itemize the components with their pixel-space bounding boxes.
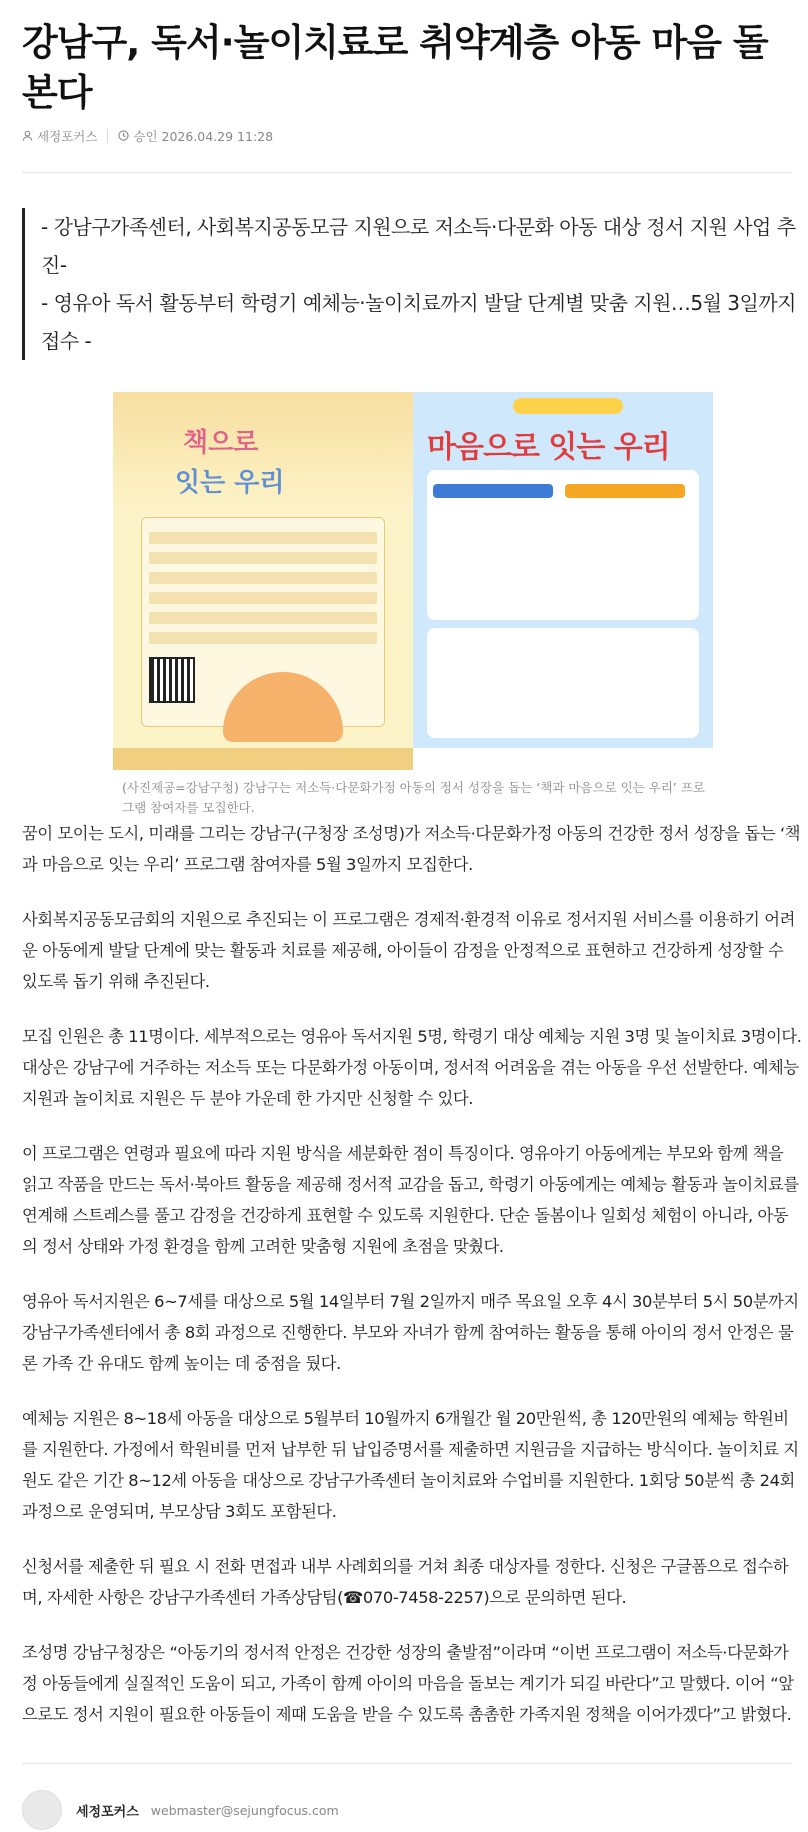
summary-line: - 영유아 독서 활동부터 학령기 예체능·놀이치료까지 발달 단계별 맞춤 지원…5월 3일까지 접수 -: [41, 291, 796, 353]
poster-footer: [113, 748, 413, 770]
poster-info-row: [149, 532, 377, 544]
poster-book-program: [113, 392, 413, 770]
poster-column-header: [433, 484, 553, 498]
clock-icon: [118, 129, 129, 144]
poster-info-row: [149, 632, 377, 644]
byline[interactable]: 세정포커스: [37, 129, 98, 144]
body-paragraph: 신청서를 제출한 뒤 필요 시 전화 면접과 내부 사례회의를 거쳐 최종 대상자를 정한다. 신청은 구글폼으로 접수하며, 자세한 사항은 강남구가족센터 가족상담팀(☎070-7458-2257)으로 문의하면 된다.: [22, 1557, 789, 1607]
footer-divider: [22, 1763, 792, 1764]
body-paragraph: 모집 인원은 총 11명이다. 세부적으로는 영유아 독서지원 5명, 학령기 대상 예체능 지원 3명 및 놀이치료 3명이다. 대상은 강남구에 거주하는 저소득 또는 다문화가정 아동이며, 정서적 어려움을 겪는 아동을 우선 선발한다. 예체능 지원과 놀이치료 지원은 두 분야 가운데 한 가지만 신청할 수 있다.: [22, 1027, 802, 1108]
article-body: [22, 818, 802, 1754]
article-title: 강남구, 독서·놀이치료로 취약계층 아동 마음 돌본다: [22, 21, 768, 114]
poster-info-row: [149, 572, 377, 584]
meta-divider: [107, 129, 108, 143]
poster-mind-program: [413, 392, 713, 770]
author-email[interactable]: webmaster@sejungfocus.com: [150, 1802, 339, 1818]
summary-line: - 강남구가족센터, 사회복지공동모금 지원으로 저소득·다문화 아동 대상 정서 지원 사업 추진-: [41, 215, 796, 277]
poster-left-title: 책으로: [183, 428, 259, 458]
header-divider: [22, 172, 792, 173]
poster-right-title: 마음으로 잇는 우리: [427, 430, 670, 465]
body-paragraph: 영유아 독서지원은 6~7세를 대상으로 5월 14일부터 7월 2일까지 매주 목요일 오후 4시 30분부터 5시 50분까지 강남구가족센터에서 총 8회 과정으로 진행한다. 부모와 자녀가 함께 참여하는 활동을 통해 아이의 정서 안정은 물론 가족 간 유대도 함께 높이는 데 중점을 뒀다.: [22, 1292, 799, 1373]
poster-info-row: [149, 552, 377, 564]
author-name[interactable]: 세정포커스: [76, 1804, 139, 1820]
body-paragraph: 이 프로그램은 연령과 필요에 따라 지원 방식을 세분화한 점이 특징이다. 영유아기 아동에게는 부모와 함께 책을 읽고 작품을 만드는 독서·북아트 활동을 제공해 정서적 교감을 돕고, 학령기 아동에게는 예체능 활동과 놀이치료를 연계해 스트레스를 풀고 감정을 건강하게 표현할 수 있도록 지원한다. 단순 돌봄이나 일회성 체험이 아니라, 아동의 정서 상태와 가정 환경을 함께 고려한 맞춤형 지원에 초점을 맞췄다.: [22, 1144, 799, 1256]
poster-tag: [513, 398, 623, 414]
poster-info-row: [149, 592, 377, 604]
poster-info-row: [149, 612, 377, 624]
article-meta: [22, 127, 273, 145]
body-paragraph: 사회복지공동모금회의 지원으로 추진되는 이 프로그램은 경제적·환경적 이유로 정서지원 서비스를 이용하기 어려운 아동에게 발달 단계에 맞는 활동과 치료를 제공해, 아이들이 감정을 안정적으로 표현하고 건강하게 성장할 수 있도록 돕기 위해 추진된다.: [22, 910, 795, 991]
body-paragraph: 조성명 강남구청장은 “아동기의 정서적 안정은 건강한 성장의 출발점”이라며 “이번 프로그램이 저소득·다문화가정 아동들에게 실질적인 도움이 되고, 가족이 함께 아이의 마음을 돌보는 계기가 되길 바란다”고 말했다. 이어 “앞으로도 정서 지원이 필요한 아동들이 제때 도움을 받을 수 있도록 촘촘한 가족지원 정책을 이어가겠다”고 밝혔다.: [22, 1643, 794, 1724]
person-icon: [22, 129, 33, 144]
article-summary: [22, 208, 800, 360]
poster-left-subtitle: 잇는 우리: [175, 468, 285, 498]
body-paragraph: 꿈이 모이는 도시, 미래를 그리는 강남구(구청장 조성명)가 저소득·다문화가정 아동의 건강한 정서 성장을 돕는 ‘책과 마음으로 잇는 우리’ 프로그램 참여자를 5월 3일까지 모집한다.: [22, 824, 801, 874]
avatar[interactable]: [22, 1790, 62, 1830]
qr-code-icon: [149, 657, 195, 703]
author-box: [22, 1790, 339, 1830]
poster-footer: [413, 748, 713, 770]
poster-column-header: [565, 484, 685, 498]
body-paragraph: 예체능 지원은 8~18세 아동을 대상으로 5월부터 10월까지 6개월간 월 20만원씩, 총 120만원의 예체능 학원비를 지원한다. 가정에서 학원비를 먼저 납부한 뒤 납입증명서를 제출하면 지원금을 지급하는 방식이다. 놀이치료 지원도 같은 기간 8~12세 아동을 대상으로 강남구가족센터 놀이치료와 수업비를 지원한다. 1회당 50분씩 총 24회 과정으로 운영되며, 부모상담 3회도 포함된다.: [22, 1409, 799, 1521]
article-image[interactable]: [113, 392, 713, 770]
poster-apply-box: [427, 628, 699, 738]
image-caption: (사진제공=강남구청) 강남구는 저소득·다문화가정 아동의 정서 성장을 돕는 ‘책과 마음으로 잇는 우리’ 프로그램 참여자를 모집한다.: [122, 780, 706, 815]
approval-date: 승인 2026.04.29 11:28: [133, 129, 274, 144]
